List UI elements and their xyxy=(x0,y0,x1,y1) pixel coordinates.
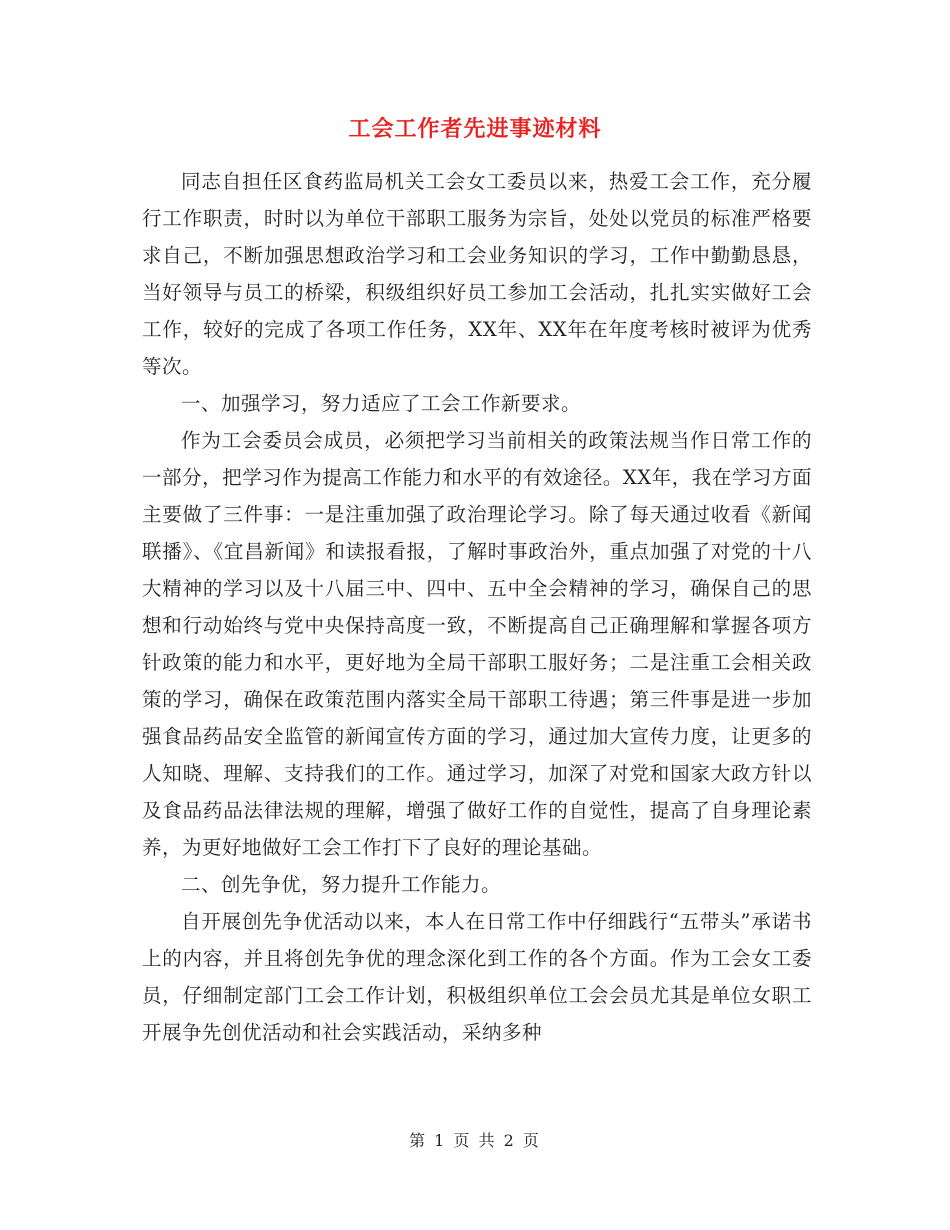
document-title: 工会工作者先进事迹材料 xyxy=(348,116,602,142)
section-heading-1: 一、加强学习，努力适应了工会工作新要求。 xyxy=(181,392,582,415)
page-number-footer: 第 1 页 共 2 页 xyxy=(409,1131,541,1150)
section-heading-2: 二、创先争优，努力提升工作能力。 xyxy=(181,873,502,896)
paragraph-section-2: 自开展创先争优活动以来，本人在日常工作中仔细践行“五带头”承诺书上的内容，并且将创先争优的理念深化到工作的各个方面。作为工会女工委员，仔细制定部门工会工作计划，积极组织单位工会会员尤其是单位女职工开展争先创优活动和社会实践活动，采纳多种 xyxy=(142,910,812,1044)
paragraph-intro: 同志自担任区食药监局机关工会女工委员以来，热爱工会工作，充分履行工作职责，时时以为单位干部职工服务为宗旨，处处以党员的标准严格要求自己，不断加强思想政治学习和工会业务知识的学习，工作中勤勤恳恳，当好领导与员工的桥梁，积级组织好员工参加工会活动，扎扎实实做好工会工作，较好的完成了各项工作任务，XX年、XX年在年度考核时被评为优秀等次。 xyxy=(142,170,812,378)
paragraph-section-1: 作为工会委员会成员，必须把学习当前相关的政策法规当作日常工作的一部分，把学习作为提高工作能力和水平的有效途径。XX年，我在学习方面主要做了三件事：一是注重加强了政治理论学习。除了每天通过收看《新闻联播》、《宜昌新闻》和读报看报，了解时事政治外，重点加强了对党的十八大精神的学习以及十八届三中、四中、五中全会精神的学习，确保自己的思想和行动始终与党中央保持高度一致，不断提高自己正确理解和掌握各项方针政策的能力和水平，更好地为全局干部职工服好务；二是注重工会相关政策的学习，确保在政策范围内落实全局干部职工待遇；第三件事是进一步加强食品药品安全监管的新闻宣传方面的学习，通过加大宣传力度，让更多的人知晓、理解、支持我们的工作。通过学习，加深了对党和国家大政方针以及食品药品法律法规的理解，增强了做好工作的自觉性，提高了自身理论素养，为更好地做好工会工作打下了良好的理论基础。 xyxy=(142,429,812,859)
document-body xyxy=(142,163,812,1051)
